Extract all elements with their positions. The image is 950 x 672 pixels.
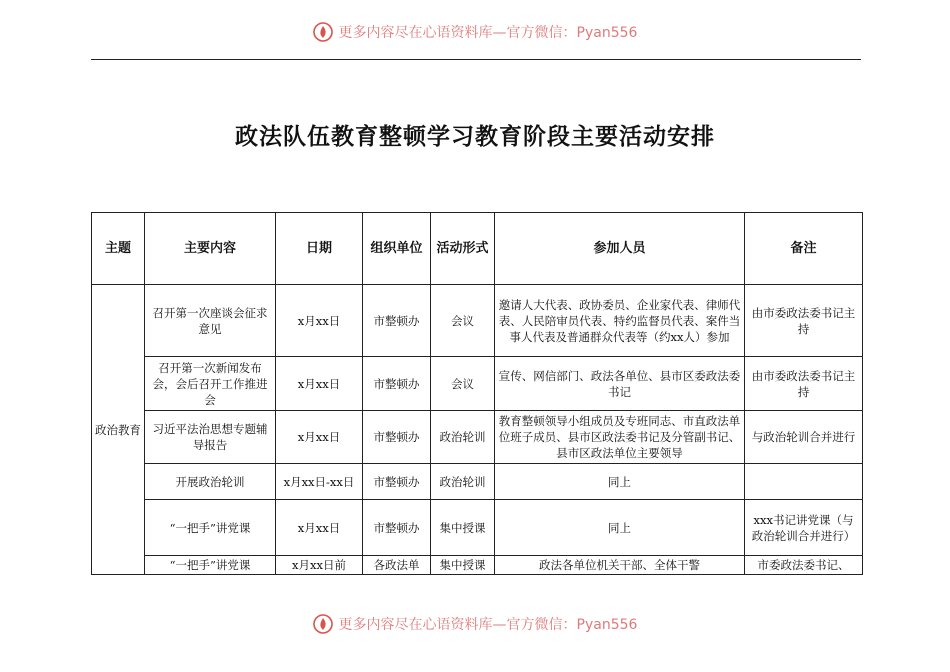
date-cell: x月xx日 [276,411,363,464]
content-cell: “一把手”讲党课 [145,500,276,556]
header-form: 活动形式 [431,213,495,285]
schedule-table [91,212,863,575]
org-cell: 市整顿办 [363,500,431,556]
table-row [92,464,863,500]
header-org: 组织单位 [363,213,431,285]
remark-cell [745,556,863,575]
table-row [92,500,863,556]
date-cell: x月xx日-xx日 [276,464,363,500]
form-cell: 会议 [431,357,495,411]
remark-cell: 由市委政法委书记主持 [745,357,863,411]
org-cell: 市整顿办 [363,285,431,357]
watermark-bottom [0,614,950,634]
participants-cell [495,556,745,575]
content-cell: 召开第一次座谈会征求意见 [145,285,276,357]
header-remark: 备注 [745,213,863,285]
date-cell [276,556,363,575]
content-cell: 开展政治轮训 [145,464,276,500]
remark-cell: 由市委政法委书记主持 [745,285,863,357]
org-cell: 市整顿办 [363,411,431,464]
date-cell: x月xx日 [276,500,363,556]
form-cell: 会议 [431,285,495,357]
remark-cell: xxx书记讲党课（与政治轮训合并进行） [745,500,863,556]
form-cell: 政治轮训 [431,411,495,464]
participants-cell: 同上 [495,500,745,556]
table-row [92,556,863,575]
remark-cell: 与政治轮训合并进行 [745,411,863,464]
header-theme: 主题 [92,213,145,285]
table-row [92,285,863,357]
org-cell: 市整顿办 [363,464,431,500]
theme-cell: 政治教育 [92,285,145,575]
form-cell: 集中授课 [431,500,495,556]
header-participants: 参加人员 [495,213,745,285]
participants-text: 政法各单位机关干部、全体干警 [539,558,700,572]
org-cell [363,556,431,575]
participants-cell: 宣传、网信部门、政法各单位、县市区委政法委书记 [495,357,745,411]
remark-cell [745,464,863,500]
watermark-text: 更多内容尽在心语资料库—官方微信：Pyan556 [338,25,638,41]
date-cell: x月xx日 [276,357,363,411]
org-text: 各政法单 [373,558,420,572]
table-row [92,357,863,411]
participants-cell: 同上 [495,464,745,500]
form-text: 集中授课 [439,558,486,572]
table-row [92,411,863,464]
date-text: x月xx日前 [292,558,346,572]
date-cell: x月xx日 [276,285,363,357]
document-title: 政法队伍教育整顿学习教育阶段主要活动安排 [235,123,715,150]
participants-cell: 教育整顿领导小组成员及专班同志、市直政法单位班子成员、县市区政法委书记及分管副书记、县市区政法单位主要领导 [495,411,745,464]
header-rule [91,59,861,60]
content-text: “一把手”讲党课 [169,558,251,572]
watermark-text: 更多内容尽在心语资料库—官方微信：Pyan556 [338,617,638,633]
content-cell [145,556,276,575]
flame-circle-icon [313,22,333,42]
flame-circle-icon [313,614,333,634]
watermark-top [0,22,950,42]
content-cell: 召开第一次新闻发布会，会后召开工作推进会 [145,357,276,411]
form-cell: 政治轮训 [431,464,495,500]
table-header-row [92,213,863,285]
content-cell: 习近平法治思想专题辅导报告 [145,411,276,464]
header-content: 主要内容 [145,213,276,285]
form-cell [431,556,495,575]
org-cell: 市整顿办 [363,357,431,411]
header-date: 日期 [276,213,363,285]
participants-cell: 邀请人大代表、政协委员、企业家代表、律师代表、人民陪审员代表、特约监督员代表、案件当事人代表及普通群众代表等（约xx人）参加 [495,285,745,357]
remark-text: 市委政法委书记、 [757,558,850,572]
